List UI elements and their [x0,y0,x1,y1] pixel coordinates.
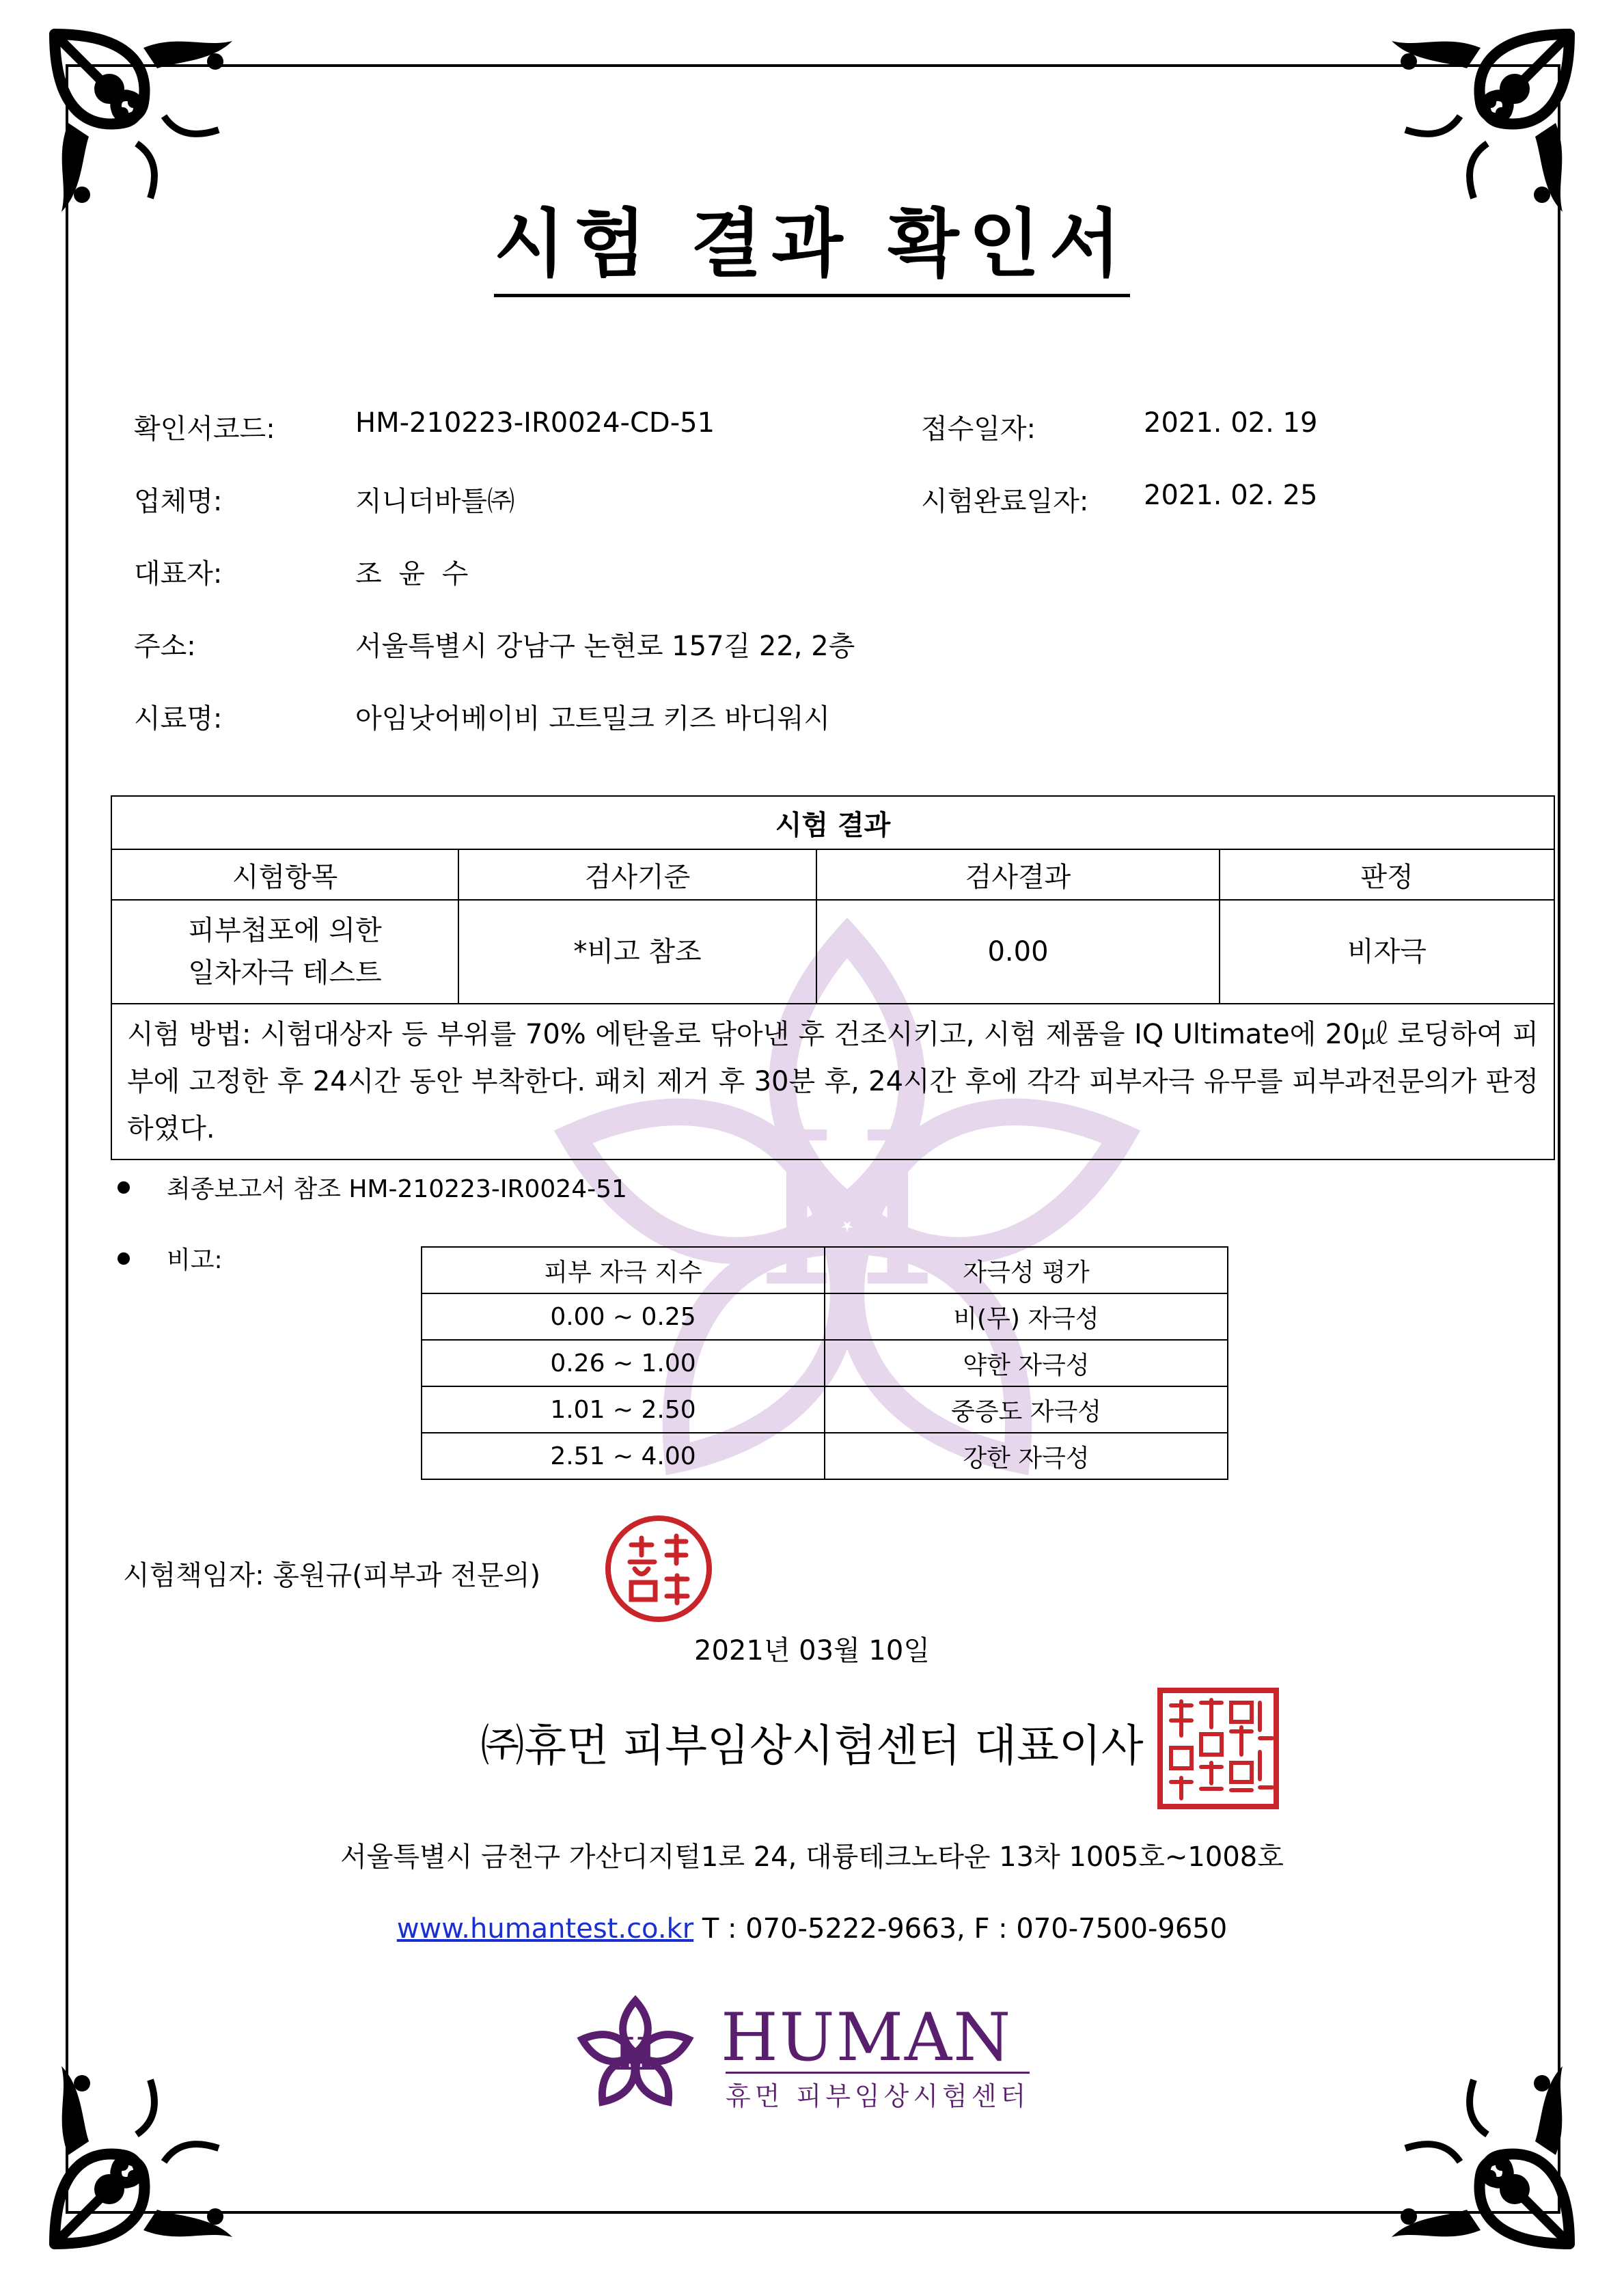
code-label: 확인서코드: [134,413,275,445]
note-label: 비고: [167,1246,223,1274]
received-date-label: 접수일자: [921,413,1036,445]
logo-subtitle: 휴먼 피부임상시험센터 [726,2072,1030,2113]
website-link[interactable]: www.humantest.co.kr [396,1913,694,1945]
table-row [422,1293,1228,1340]
cell-standard: *비고 참조 [458,900,816,1004]
results-table-title: 시험 결과 [111,796,1554,849]
code-value: HM-210223-IR0024-CD-51 [355,407,715,439]
ref-range: 1.01 ~ 2.50 [422,1386,825,1433]
table-row [422,1433,1228,1479]
corner-ornament-bottom-right-icon [1378,2053,1583,2258]
sample-value: 아임낫어베이비 고트밀크 키즈 바디워시 [355,703,831,735]
ref-header-evaluation: 자극성 평가 [825,1247,1228,1293]
ref-evaluation: 중증도 자극성 [825,1386,1228,1433]
corner-ornament-bottom-left-icon [41,2053,246,2258]
cell-result: 0.00 [816,900,1220,1004]
company-label: 업체명: [134,486,223,517]
ref-range: 0.00 ~ 0.25 [422,1293,825,1340]
svg-text:H: H [755,1087,939,1334]
completion-date-label: 시험완료일자: [921,486,1089,517]
cell-judgement: 비자극 [1220,900,1554,1004]
svg-text:H: H [614,2029,657,2081]
header-judgement: 판정 [1220,849,1554,900]
ref-range: 0.26 ~ 1.00 [422,1340,825,1386]
sample-label: 시료명: [134,703,223,735]
flower-logo-icon [567,1995,704,2118]
responsible-person: 시험책임자: 홍원규(피부과 전문의) [123,1560,541,1591]
results-table [111,795,1555,1160]
bullet-dot-icon [118,1181,130,1194]
ref-range: 2.51 ~ 4.00 [422,1433,825,1479]
logo-wordmark: HUMAN [721,1999,1013,2076]
address-label: 주소: [134,631,196,662]
human-logo [567,1995,1086,2118]
received-date-value: 2021. 02. 19 [1144,407,1318,439]
completion-date-value: 2021. 02. 25 [1144,480,1318,511]
test-item-line2: 일차자극 테스트 [188,957,382,989]
test-item-line1: 피부첩포에 의한 [188,915,382,946]
header-standard: 검사기준 [458,849,816,900]
table-row [422,1386,1228,1433]
company-value: 지니더바틀㈜ [355,486,515,517]
address-value: 서울특별시 강남구 논현로 157길 22, 2층 [355,631,855,662]
phone-fax: T : 070-5222-9663, F : 070-7500-9650 [693,1913,1228,1945]
final-report-reference: 최종보고서 참조 HM-210223-IR0024-51 [167,1175,627,1203]
irritation-reference-table [421,1246,1228,1480]
document-title: 시험 결과 확인서 [0,184,1624,290]
table-row [111,900,1554,1004]
bullet-dot-icon [118,1252,130,1265]
header-result: 검사결과 [816,849,1220,900]
ref-header-index: 피부 자극 지수 [422,1247,825,1293]
test-method: 시험 방법: 시험대상자 등 부위를 70% 에탄올로 닦아낸 후 건조시키고, 시험 제품을 IQ Ultimate에 20㎕ 로딩하여 피부에 고정한 후 24시간 동안 부착한다. 패치 제거 후 30분 후, 24시간 후에 각각 피부자극 유무를 피부과전문의가 판정하였다. [111,1004,1554,1159]
issuer-address: 서울특별시 금천구 가산디지털1로 24, 대륭테크노타운 13차 1005호~1008호 [340,1841,1284,1873]
company-seal-icon [1156,1686,1280,1811]
contact-line [0,1913,1624,1945]
personal-seal-icon [604,1514,713,1623]
ceo-label: 대표자: [134,558,223,590]
ceo-value: 조 윤 수 [355,558,473,590]
header-test-item: 시험항목 [111,849,458,900]
issue-date: 2021년 03월 10일 [694,1635,930,1666]
table-row [422,1340,1228,1386]
cell-test-item [111,900,458,1004]
ref-evaluation: 약한 자극성 [825,1340,1228,1386]
ref-evaluation: 강한 자극성 [825,1433,1228,1479]
ref-evaluation: 비(무) 자극성 [825,1293,1228,1340]
issuer-name: ㈜휴먼 피부임상시험센터 대표이사 [480,1721,1144,1772]
